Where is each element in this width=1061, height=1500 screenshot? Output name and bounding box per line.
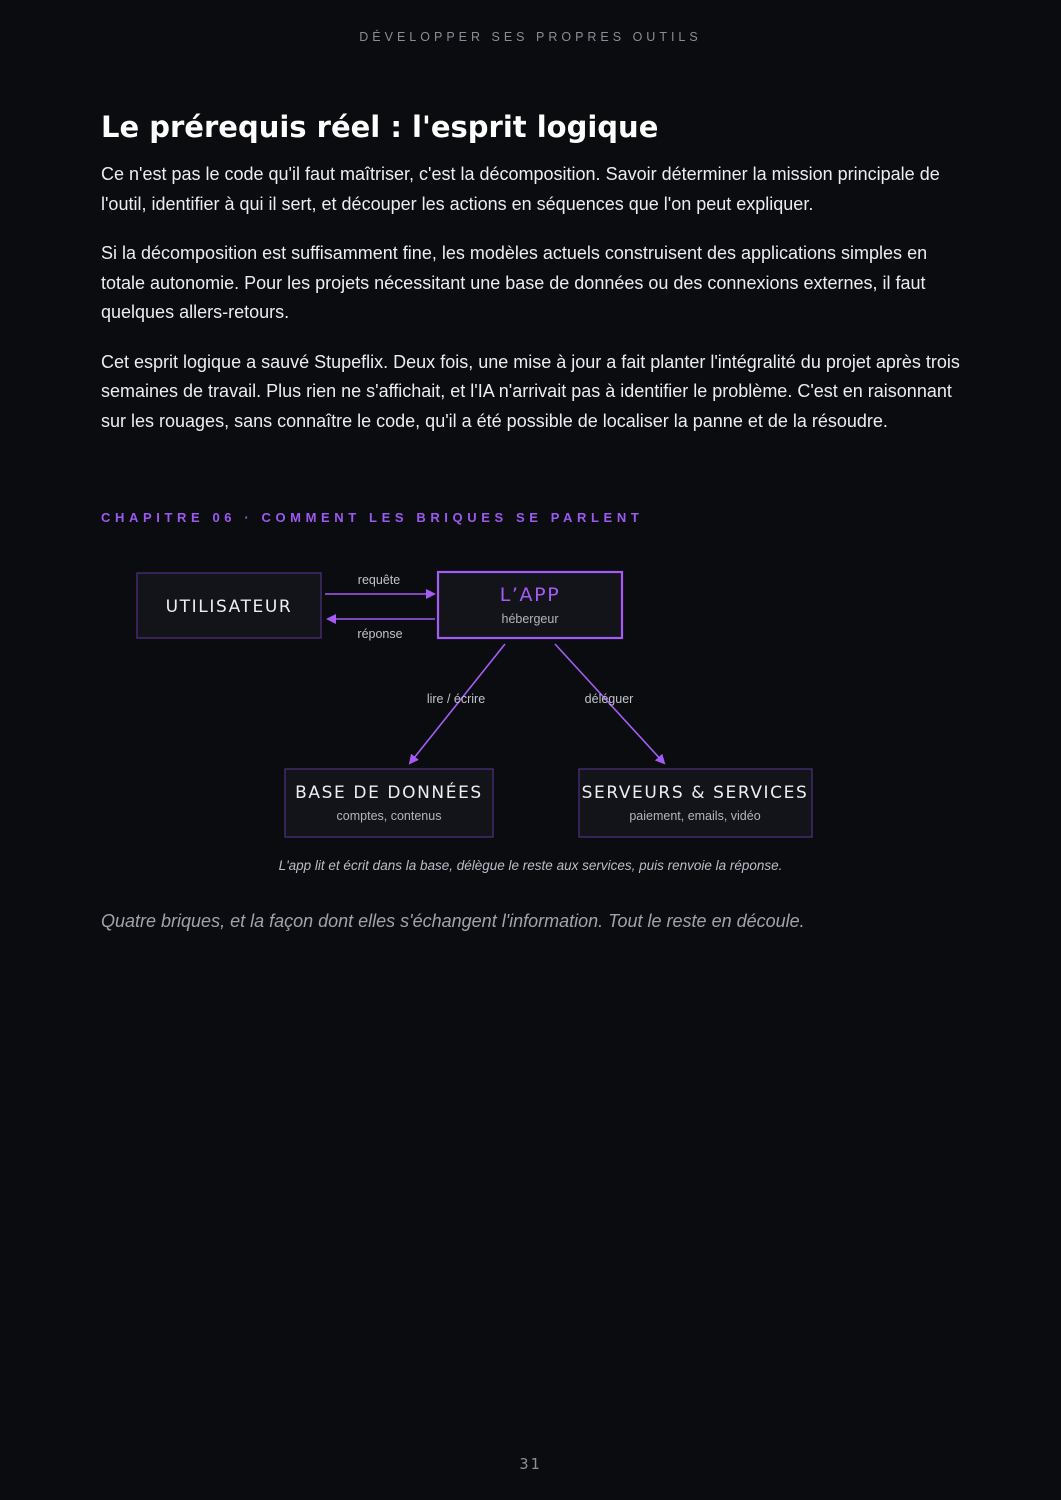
chapter-label: CHAPITRE 06 · COMMENT LES BRIQUES SE PARLENT <box>101 510 644 525</box>
edge-request-label: requête <box>357 573 401 587</box>
node-services-title: SERVEURS & SERVICES <box>581 783 809 803</box>
node-services <box>579 769 812 837</box>
paragraph: Ce n'est pas le code qu'il faut maîtriser, c'est la décomposition. Savoir déterminer la mission principale de l'outil, identifier à qui il sert, et découper les actions en séquences que l'on peut expliquer. <box>101 164 940 214</box>
node-database-box <box>285 769 493 837</box>
node-database-subtitle: comptes, contenus <box>336 809 442 823</box>
section-title: Le prérequis réel : l'esprit logique <box>101 110 659 144</box>
node-database <box>285 769 493 837</box>
edge-delegate-label: déléguer <box>584 692 634 706</box>
node-services-subtitle: paiement, emails, vidéo <box>629 809 761 823</box>
running-header: DÉVELOPPER SES PROPRES OUTILS <box>359 30 702 44</box>
page-number: 31 <box>519 1455 542 1473</box>
node-user <box>137 573 321 638</box>
node-user-title: UTILISATEUR <box>165 597 293 617</box>
figure-caption: L'app lit et écrit dans la base, délègue le reste aux services, puis renvoie la réponse. <box>278 858 783 873</box>
edge-read-write-label: lire / écrire <box>426 692 486 706</box>
node-services-box <box>579 769 812 837</box>
paragraph: Si la décomposition est suffisamment fine, les modèles actuels construisent des applications simples en totale autonomie. Pour les projets nécessitant une base de données ou des connexions externes, il faut quelques allers-retours. <box>101 243 928 322</box>
edge-response-label: réponse <box>357 627 403 641</box>
node-app-title: L’APP <box>499 584 561 606</box>
paragraph: Cet esprit logique a sauvé Stupeflix. Deux fois, une mise à jour a fait planter l'intégralité du projet après trois semaines de travail. Plus rien ne s'affichait, et l'IA n'arrivait pas à identifier le problème. C'est en raisonnant sur les rouages, sans connaître le code, qu'il a été possible de localiser la panne et de la résoudre. <box>101 351 960 431</box>
node-app <box>438 572 622 638</box>
node-app-subtitle: hébergeur <box>501 612 559 626</box>
node-database-title: BASE DE DONNÉES <box>295 783 483 803</box>
closing-remark: Quatre briques, et la façon dont elles s'échangent l'information. Tout le reste en découle. <box>101 911 805 931</box>
